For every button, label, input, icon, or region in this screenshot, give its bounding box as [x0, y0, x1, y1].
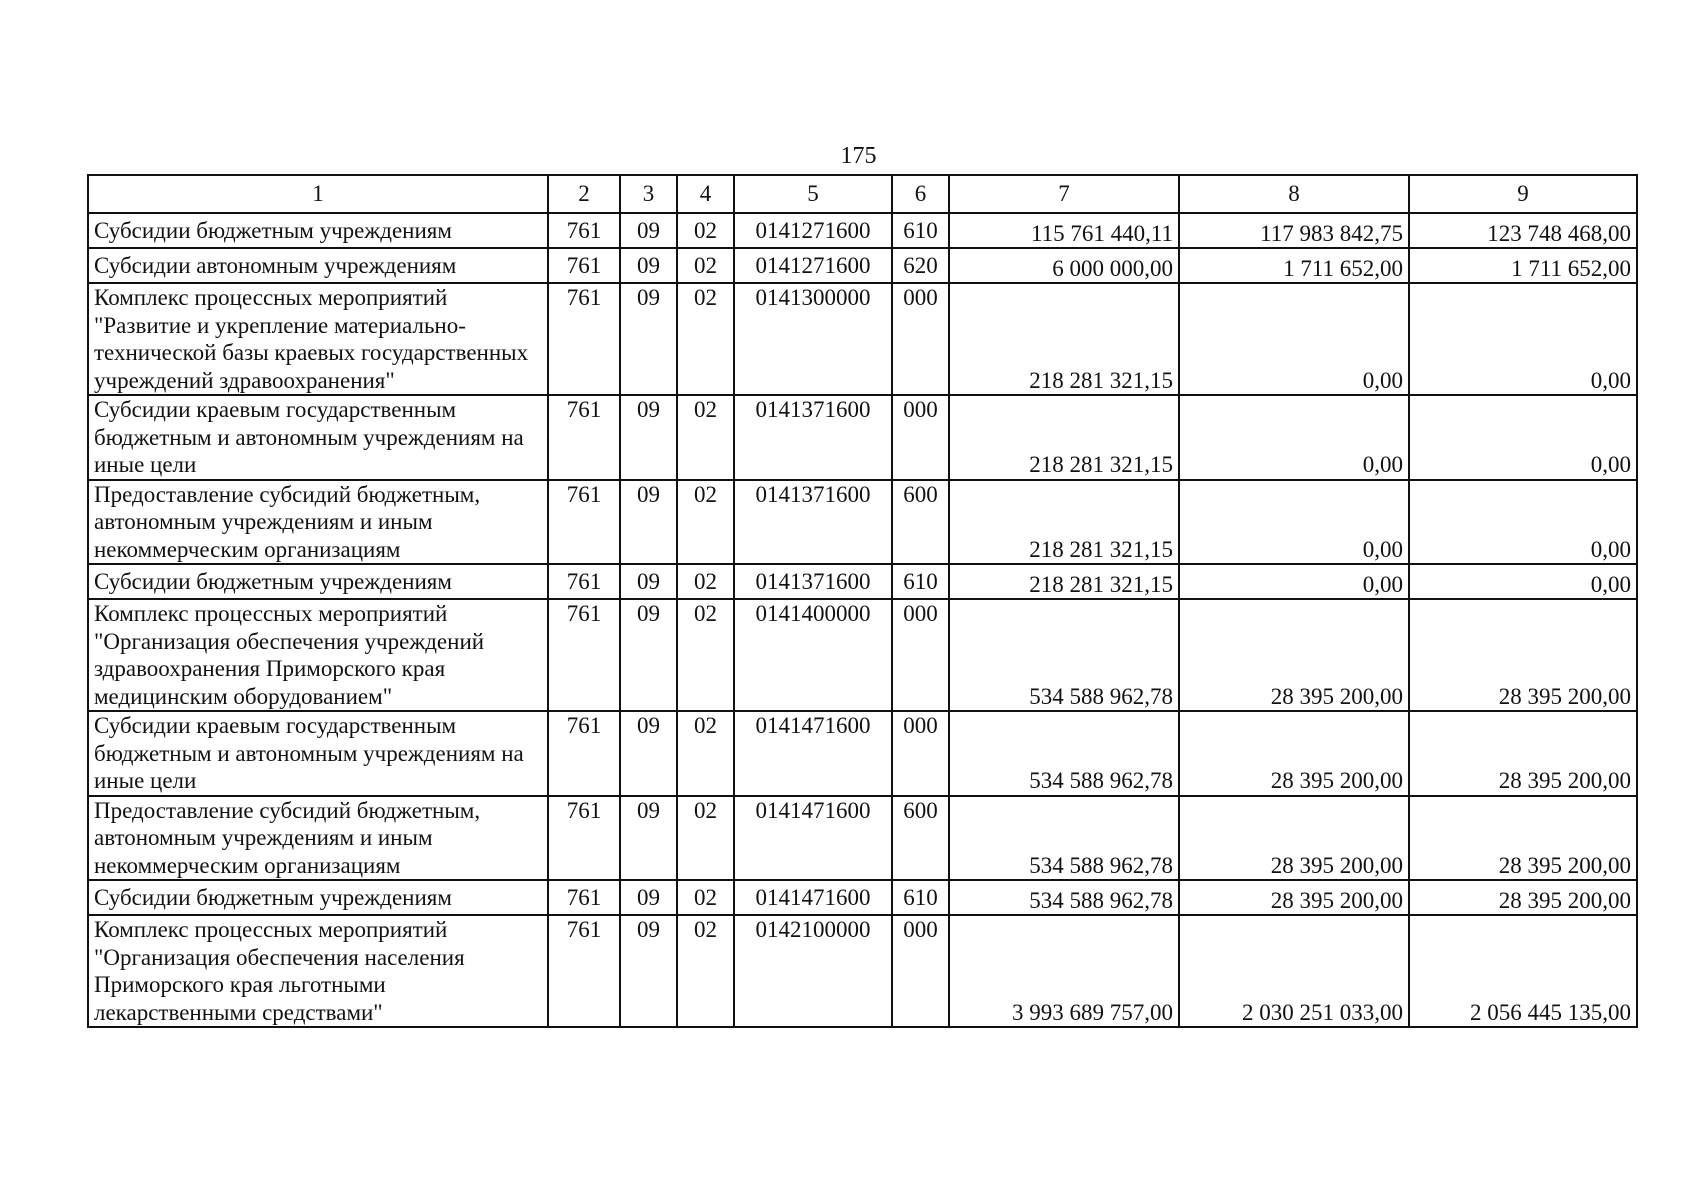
row-code-subsection: 02: [677, 395, 734, 480]
row-code-ministry: 761: [548, 880, 620, 915]
row-name: Субсидии краевым государственным бюджетным и автономным учреждениям на иные цели: [88, 395, 548, 480]
column-header: 6: [892, 175, 949, 213]
row-amount-year-3: 0,00: [1409, 395, 1637, 480]
row-code-ministry: 761: [548, 395, 620, 480]
row-code-expense-type: 620: [892, 248, 949, 283]
row-amount-year-2: 0,00: [1179, 283, 1409, 395]
row-amount-year-3: 123 748 468,00: [1409, 213, 1637, 248]
row-code-expense-type: 000: [892, 599, 949, 711]
row-amount-year-1: 218 281 321,15: [949, 564, 1179, 599]
row-code-section: 09: [620, 248, 677, 283]
row-amount-year-2: 28 395 200,00: [1179, 796, 1409, 881]
column-header: 3: [620, 175, 677, 213]
budget-table: [87, 174, 1638, 1028]
row-code-expense-type: 600: [892, 796, 949, 881]
row-amount-year-3: 1 711 652,00: [1409, 248, 1637, 283]
row-code-target-article: 0141471600: [734, 711, 892, 796]
row-amount-year-1: 534 588 962,78: [949, 599, 1179, 711]
row-amount-year-2: 28 395 200,00: [1179, 711, 1409, 796]
row-code-expense-type: 000: [892, 395, 949, 480]
row-code-ministry: 761: [548, 283, 620, 395]
row-code-subsection: 02: [677, 711, 734, 796]
row-name: Комплекс процессных мероприятий "Организация обеспечения учреждений здравоохранения Приморского края медицинским оборудованием": [88, 599, 548, 711]
row-amount-year-2: 28 395 200,00: [1179, 599, 1409, 711]
row-code-ministry: 761: [548, 248, 620, 283]
row-amount-year-2: 28 395 200,00: [1179, 880, 1409, 915]
row-code-subsection: 02: [677, 480, 734, 565]
row-name: Комплекс процессных мероприятий "Развитие и укрепление материально-технической базы краевых государственных учреждений здравоохранения": [88, 283, 548, 395]
table-row: [88, 248, 1637, 283]
column-header: 2: [548, 175, 620, 213]
row-code-subsection: 02: [677, 599, 734, 711]
row-code-section: 09: [620, 283, 677, 395]
row-code-ministry: 761: [548, 564, 620, 599]
row-amount-year-3: 2 056 445 135,00: [1409, 915, 1637, 1027]
row-code-expense-type: 000: [892, 915, 949, 1027]
table-row: [88, 283, 1637, 395]
row-name: Предоставление субсидий бюджетным, автономным учреждениям и иным некоммерческим организациям: [88, 480, 548, 565]
row-code-section: 09: [620, 880, 677, 915]
table-row: [88, 599, 1637, 711]
table-row: [88, 395, 1637, 480]
table-row: [88, 213, 1637, 248]
row-code-subsection: 02: [677, 213, 734, 248]
row-amount-year-1: 115 761 440,11: [949, 213, 1179, 248]
table-row: [88, 796, 1637, 881]
row-code-expense-type: 610: [892, 564, 949, 599]
row-amount-year-1: 218 281 321,15: [949, 480, 1179, 565]
row-code-target-article: 0142100000: [734, 915, 892, 1027]
table-row: [88, 711, 1637, 796]
row-code-section: 09: [620, 395, 677, 480]
row-code-target-article: 0141471600: [734, 880, 892, 915]
row-amount-year-3: 0,00: [1409, 564, 1637, 599]
row-name: Предоставление субсидий бюджетным, автономным учреждениям и иным некоммерческим организациям: [88, 796, 548, 881]
row-code-ministry: 761: [548, 480, 620, 565]
row-code-target-article: 0141471600: [734, 796, 892, 881]
row-name: Комплекс процессных мероприятий "Организация обеспечения населения Приморского края льготными лекарственными средствами": [88, 915, 548, 1027]
row-code-target-article: 0141271600: [734, 248, 892, 283]
row-code-subsection: 02: [677, 283, 734, 395]
row-amount-year-3: 0,00: [1409, 480, 1637, 565]
row-amount-year-3: 28 395 200,00: [1409, 880, 1637, 915]
table-row: [88, 480, 1637, 565]
row-code-ministry: 761: [548, 711, 620, 796]
row-amount-year-3: 28 395 200,00: [1409, 711, 1637, 796]
row-code-section: 09: [620, 915, 677, 1027]
row-code-expense-type: 600: [892, 480, 949, 565]
row-code-target-article: 0141300000: [734, 283, 892, 395]
row-amount-year-2: 0,00: [1179, 564, 1409, 599]
row-code-ministry: 761: [548, 213, 620, 248]
row-code-section: 09: [620, 480, 677, 565]
row-amount-year-1: 534 588 962,78: [949, 711, 1179, 796]
row-name: Субсидии бюджетным учреждениям: [88, 880, 548, 915]
row-amount-year-1: 534 588 962,78: [949, 880, 1179, 915]
row-code-ministry: 761: [548, 796, 620, 881]
table-header-row: [88, 175, 1637, 213]
row-amount-year-3: 0,00: [1409, 283, 1637, 395]
row-amount-year-2: 0,00: [1179, 395, 1409, 480]
row-name: Субсидии бюджетным учреждениям: [88, 213, 548, 248]
row-code-target-article: 0141400000: [734, 599, 892, 711]
row-code-section: 09: [620, 564, 677, 599]
row-amount-year-1: 534 588 962,78: [949, 796, 1179, 881]
row-code-subsection: 02: [677, 796, 734, 881]
row-name: Субсидии бюджетным учреждениям: [88, 564, 548, 599]
row-code-target-article: 0141371600: [734, 564, 892, 599]
row-code-expense-type: 000: [892, 283, 949, 395]
row-amount-year-2: 2 030 251 033,00: [1179, 915, 1409, 1027]
row-code-target-article: 0141371600: [734, 395, 892, 480]
row-code-expense-type: 610: [892, 213, 949, 248]
table-row: [88, 564, 1637, 599]
row-amount-year-2: 1 711 652,00: [1179, 248, 1409, 283]
row-code-expense-type: 000: [892, 711, 949, 796]
row-code-section: 09: [620, 796, 677, 881]
page-number: 175: [840, 143, 877, 169]
column-header: 1: [88, 175, 548, 213]
row-amount-year-1: 218 281 321,15: [949, 395, 1179, 480]
row-name: Субсидии краевым государственным бюджетным и автономным учреждениям на иные цели: [88, 711, 548, 796]
row-code-subsection: 02: [677, 564, 734, 599]
column-header: 7: [949, 175, 1179, 213]
row-amount-year-3: 28 395 200,00: [1409, 599, 1637, 711]
row-code-subsection: 02: [677, 248, 734, 283]
table-row: [88, 880, 1637, 915]
row-code-ministry: 761: [548, 599, 620, 711]
row-code-section: 09: [620, 599, 677, 711]
row-code-subsection: 02: [677, 880, 734, 915]
row-code-section: 09: [620, 213, 677, 248]
column-header: 4: [677, 175, 734, 213]
row-amount-year-2: 117 983 842,75: [1179, 213, 1409, 248]
row-amount-year-3: 28 395 200,00: [1409, 796, 1637, 881]
row-amount-year-1: 218 281 321,15: [949, 283, 1179, 395]
row-amount-year-1: 3 993 689 757,00: [949, 915, 1179, 1027]
row-name: Субсидии автономным учреждениям: [88, 248, 548, 283]
row-amount-year-1: 6 000 000,00: [949, 248, 1179, 283]
row-code-subsection: 02: [677, 915, 734, 1027]
table-row: [88, 915, 1637, 1027]
column-header: 8: [1179, 175, 1409, 213]
row-code-expense-type: 610: [892, 880, 949, 915]
row-code-ministry: 761: [548, 915, 620, 1027]
column-header: 5: [734, 175, 892, 213]
column-header: 9: [1409, 175, 1637, 213]
row-amount-year-2: 0,00: [1179, 480, 1409, 565]
row-code-target-article: 0141271600: [734, 213, 892, 248]
row-code-target-article: 0141371600: [734, 480, 892, 565]
row-code-section: 09: [620, 711, 677, 796]
